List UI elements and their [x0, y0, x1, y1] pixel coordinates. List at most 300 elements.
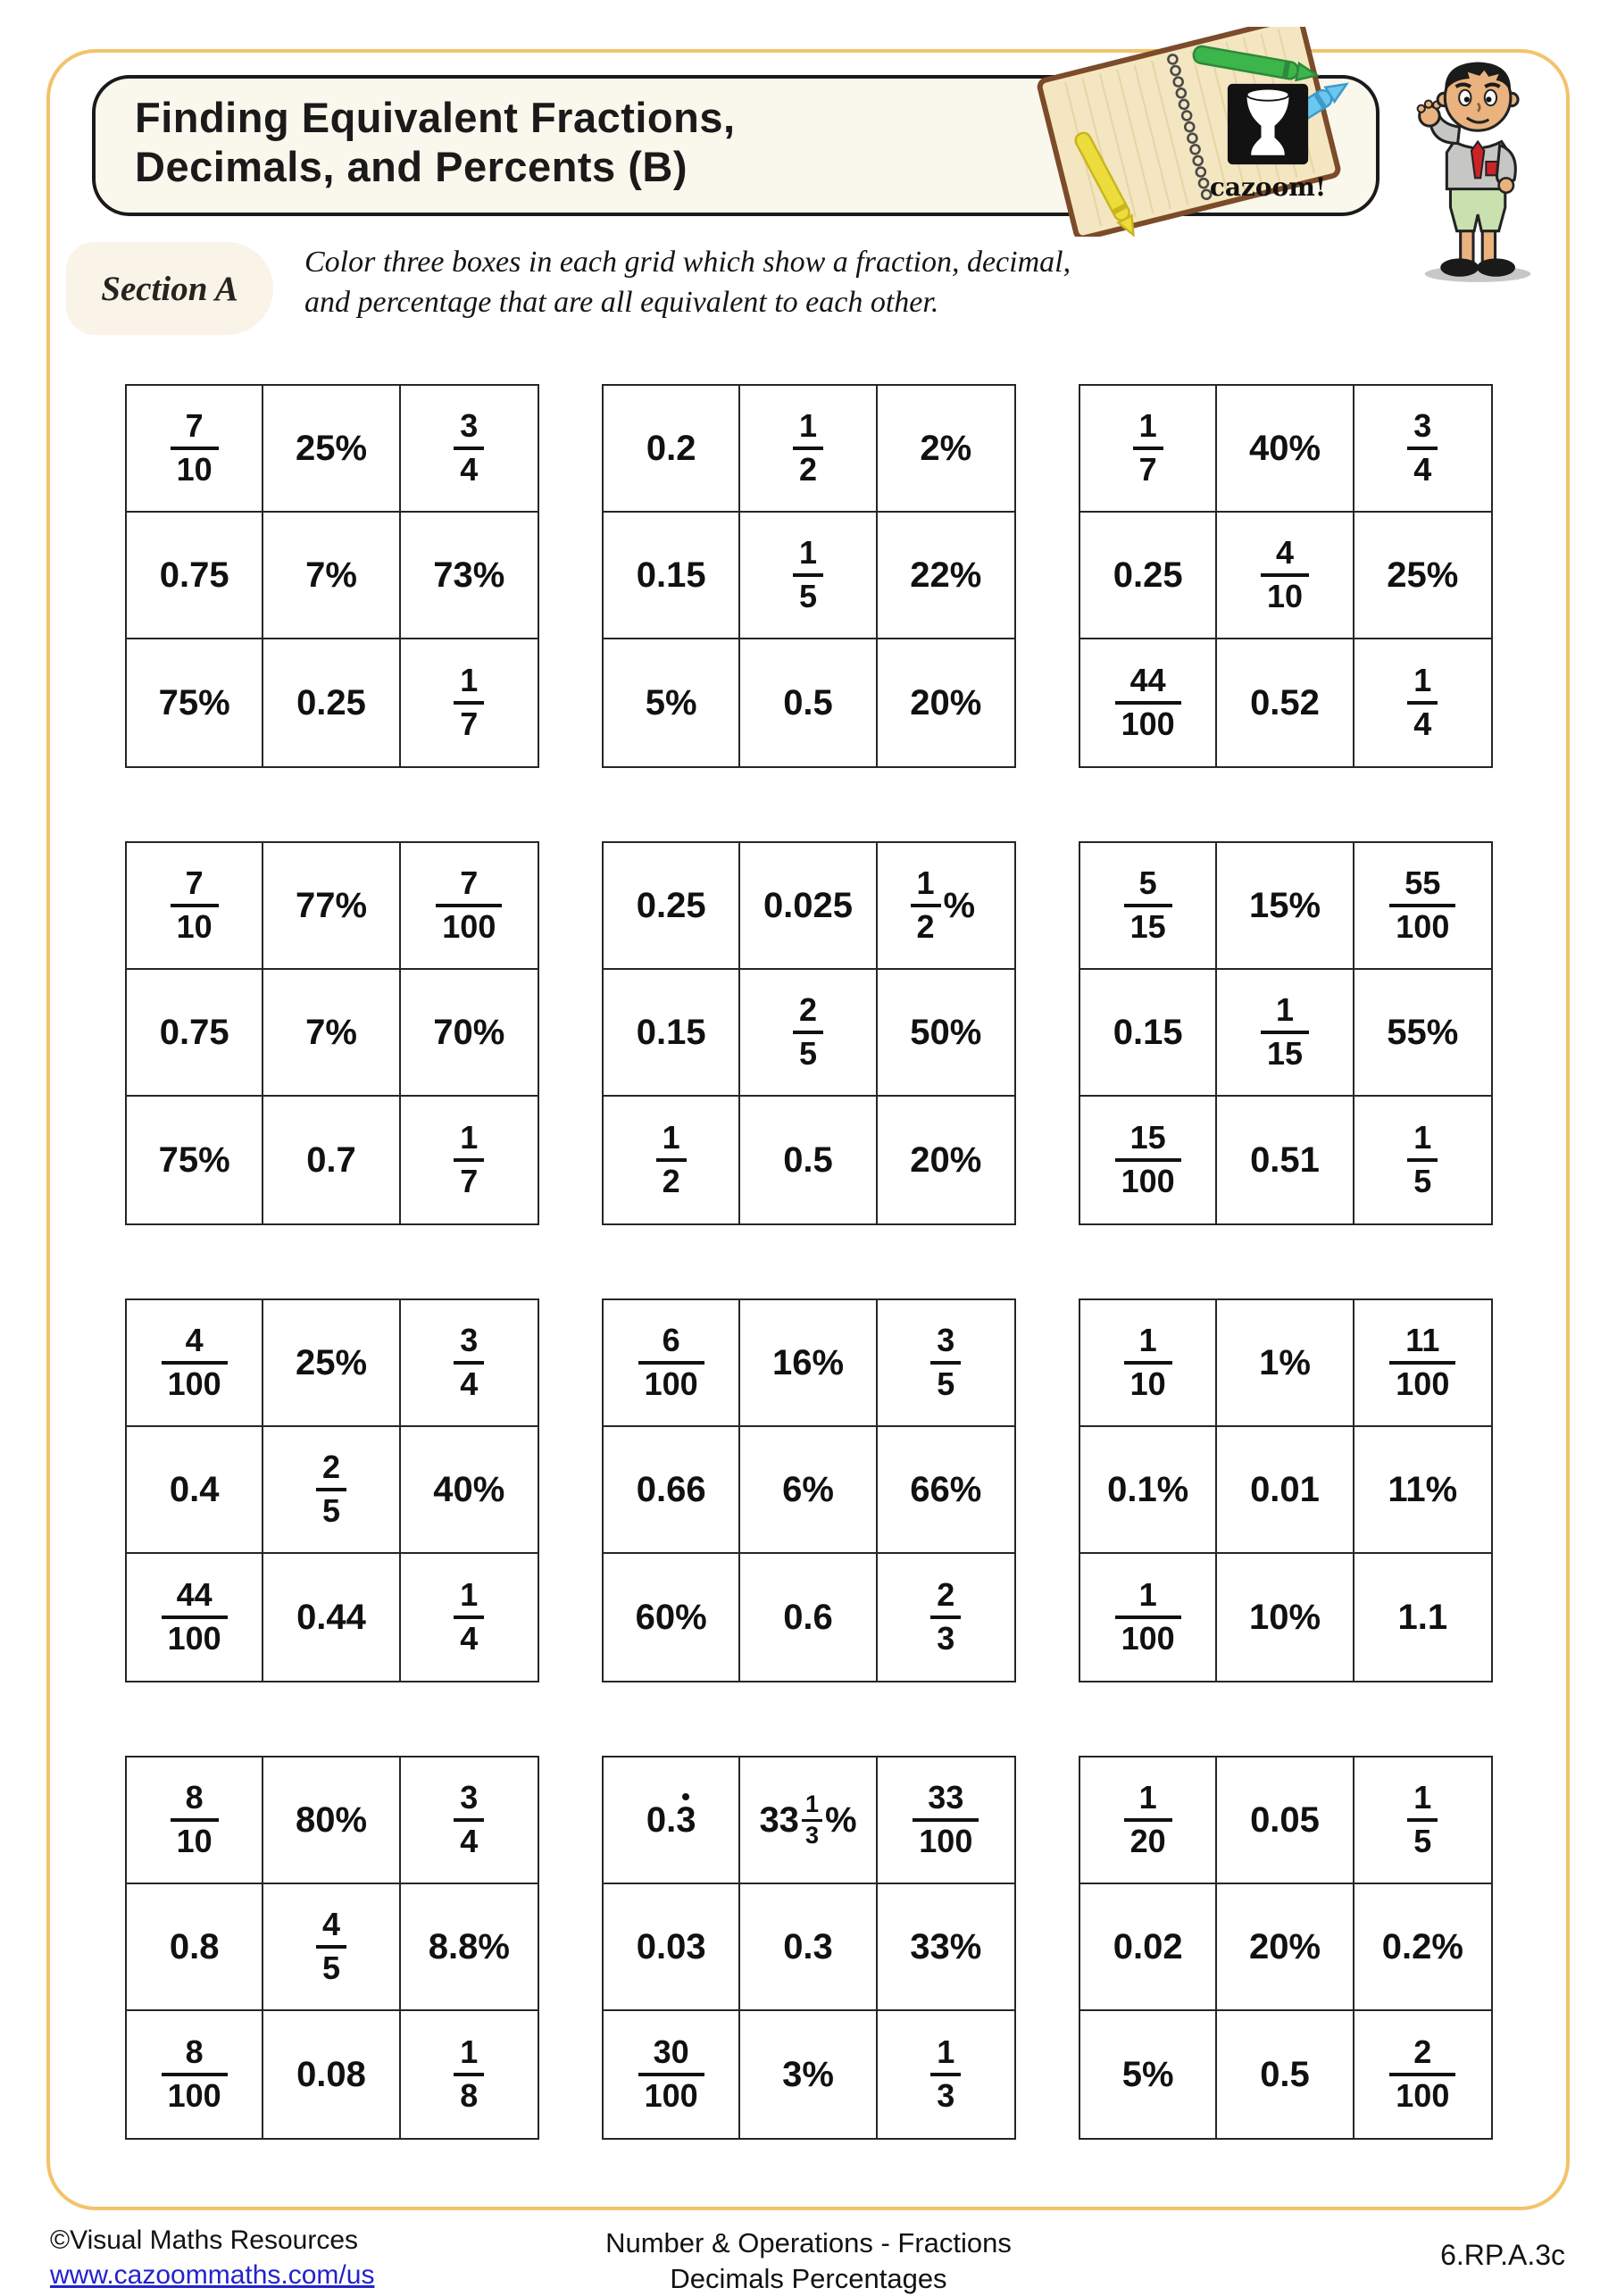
fraction-bar: [162, 1616, 228, 1619]
fraction-bar: [1407, 701, 1438, 705]
grid6-cell-r3c3[interactable]: [1354, 1097, 1491, 1223]
recurring-digit: 3: [676, 1799, 696, 1840]
fraction: [1396, 864, 1450, 945]
denominator: 100: [644, 2077, 698, 2114]
grid2-cell-r1c1[interactable]: [604, 386, 740, 513]
grid1-cell-r1c3[interactable]: [401, 386, 538, 513]
grid8-cell-r1c3[interactable]: [878, 1300, 1014, 1427]
numerator: 1: [460, 1576, 479, 1614]
cell-value: 0.25: [296, 682, 366, 722]
whole-number: 33: [759, 1799, 799, 1840]
fraction: [460, 1324, 478, 1400]
numerator: 1: [1138, 1322, 1157, 1359]
numerator: 5: [1138, 864, 1157, 902]
page-title: Finding Equivalent Fractions, Decimals, and Percents (B): [135, 94, 736, 190]
grid2-cell-r1c2[interactable]: [740, 386, 877, 513]
grid3-cell-r1c3[interactable]: [1354, 386, 1491, 513]
fraction-bar: [454, 447, 484, 450]
grid10-cell-r1c3[interactable]: [401, 1757, 538, 1884]
numerator: 11: [1405, 1322, 1440, 1359]
cell-value: 0.2: [646, 428, 696, 468]
grid1-cell-r2c1[interactable]: [127, 513, 263, 639]
grid12-cell-r2c2[interactable]: [1217, 1884, 1354, 2011]
denominator: 15: [1266, 1035, 1304, 1072]
denominator: 7: [460, 1163, 479, 1199]
cell-value: 0.25: [1113, 555, 1183, 595]
grid1-cell-r3c3[interactable]: [401, 639, 538, 766]
grid6-cell-r1c3[interactable]: [1354, 843, 1491, 970]
numerator: 1: [798, 407, 817, 445]
cell-value: 0.7: [306, 1140, 356, 1180]
fraction-bar: [454, 2073, 484, 2076]
numerator: 1: [460, 2033, 479, 2071]
grid12-cell-r3c3[interactable]: [1354, 2011, 1491, 2138]
fraction-bar: [454, 701, 484, 705]
grid-9: [1079, 1298, 1493, 1682]
denominator: 4: [1413, 451, 1432, 488]
grid2-cell-r3c3[interactable]: [878, 639, 1014, 766]
cell-value: 55%: [1387, 1012, 1459, 1052]
fraction: [442, 864, 496, 945]
cell-value: 66%: [910, 1469, 982, 1509]
grid5-cell-r3c3[interactable]: [878, 1097, 1014, 1223]
denominator: 7: [1138, 451, 1157, 488]
grid5-cell-r1c1[interactable]: [604, 843, 740, 970]
grid11-cell-r2c3[interactable]: [878, 1884, 1014, 2011]
numerator: 4: [185, 1322, 204, 1359]
fraction: [1129, 864, 1166, 945]
denominator: 100: [167, 2077, 221, 2114]
denominator: 5: [1413, 1823, 1432, 1859]
cell-value: 0.51: [1250, 1140, 1320, 1180]
cartoon-boy-waving-illustration: [1386, 39, 1561, 286]
cell-value: 0.75: [159, 1012, 229, 1052]
grid11-cell-r3c3[interactable]: [878, 2011, 1014, 2138]
grid4-cell-r3c3[interactable]: [401, 1097, 538, 1223]
percent-sign: %: [824, 1799, 857, 1840]
grid7-cell-r1c1[interactable]: [127, 1300, 263, 1427]
grid5-cell-r2c1[interactable]: [604, 970, 740, 1097]
fraction: [644, 2033, 698, 2114]
fraction: [168, 1324, 221, 1400]
grid9-cell-r2c3[interactable]: [1354, 1427, 1491, 1554]
cell-value: 0.025: [763, 885, 854, 925]
fraction-bar: [1389, 1361, 1455, 1365]
grid4-cell-r2c2[interactable]: [263, 970, 400, 1097]
fraction: [1121, 1119, 1175, 1199]
cell-value: 0.6: [783, 1597, 833, 1637]
fraction-bar: [930, 1361, 961, 1365]
cell-value: 25%: [295, 1342, 368, 1382]
cell-value: 0.02: [1113, 1926, 1183, 1966]
grid9-cell-r1c3[interactable]: [1354, 1300, 1491, 1427]
grid4-cell-r3c2[interactable]: [263, 1097, 400, 1223]
grid11-cell-r3c1[interactable]: [604, 2011, 740, 2138]
fraction-bar: [1261, 1031, 1309, 1034]
grid9-cell-r3c3[interactable]: [1354, 1554, 1491, 1681]
grid3-cell-r3c1[interactable]: [1080, 639, 1217, 766]
grid5-cell-r1c3[interactable]: [878, 843, 1014, 970]
numerator: 4: [321, 1906, 340, 1943]
cell-value: 16%: [771, 1342, 845, 1382]
fraction: [460, 1779, 479, 1859]
denominator: 3: [804, 1821, 819, 1849]
grid3-cell-r3c2[interactable]: [1217, 639, 1354, 766]
grid5-cell-r3c2[interactable]: [740, 1097, 877, 1223]
grid3-cell-r2c1[interactable]: [1080, 513, 1217, 639]
grid8-cell-r3c2[interactable]: [740, 1554, 877, 1681]
cell-value: 0.8: [169, 1926, 220, 1966]
fraction-bar: [454, 1158, 484, 1162]
numerator: 1: [1413, 1779, 1432, 1816]
denominator: 100: [1121, 1620, 1175, 1657]
fraction-bar: [793, 447, 823, 450]
cell-value: 0.2%: [1381, 1926, 1463, 1966]
fraction: [1413, 664, 1431, 740]
fraction: [916, 864, 935, 945]
denominator: 8: [460, 2077, 479, 2114]
numerator: 1: [1275, 991, 1294, 1029]
fraction: [167, 2033, 221, 2114]
grid10-cell-r2c2[interactable]: [263, 1884, 400, 2011]
grid8-cell-r2c2[interactable]: [740, 1427, 877, 1554]
numerator: 2: [937, 1576, 955, 1614]
grid4-cell-r3c1[interactable]: [127, 1097, 263, 1223]
grid2-cell-r1c3[interactable]: [878, 386, 1014, 513]
fraction: [1396, 2033, 1450, 2114]
grid6-cell-r1c1[interactable]: [1080, 843, 1217, 970]
grid-5: [602, 841, 1016, 1225]
grid5-cell-r2c2[interactable]: [740, 970, 877, 1097]
numerator: 7: [460, 864, 479, 902]
fraction-bar: [793, 1031, 823, 1034]
grid4-cell-r2c1[interactable]: [127, 970, 263, 1097]
numerator: 8: [185, 2033, 204, 2071]
numerator: 2: [321, 1449, 340, 1486]
numerator: 3: [1413, 407, 1432, 445]
grid1-cell-r1c2[interactable]: [263, 386, 400, 513]
grid10-cell-r3c1[interactable]: [127, 2011, 263, 2138]
grid7-cell-r2c1[interactable]: [127, 1427, 263, 1554]
fraction-bar: [436, 904, 502, 907]
grid6-cell-r2c1[interactable]: [1080, 970, 1217, 1097]
cell-value: 0.15: [636, 1012, 706, 1052]
grid6-cell-r3c2[interactable]: [1217, 1097, 1354, 1223]
cell-value: 15%: [1248, 885, 1321, 925]
denominator: 100: [1121, 1163, 1175, 1199]
denominator: 15: [1129, 908, 1166, 945]
fraction: [1129, 1779, 1166, 1859]
fraction-bar: [638, 1361, 704, 1365]
cazoom-website-link[interactable]: www.cazoommaths.com/us: [50, 2260, 375, 2290]
grid1-cell-r2c2[interactable]: [263, 513, 400, 639]
cell-value: 7%: [305, 1012, 357, 1052]
fraction: [460, 1119, 479, 1199]
grid7-cell-r2c3[interactable]: [401, 1427, 538, 1554]
grid2-cell-r3c2[interactable]: [740, 639, 877, 766]
grid8-cell-r2c1[interactable]: [604, 1427, 740, 1554]
fraction-bar: [1115, 1158, 1181, 1162]
grid2-cell-r2c3[interactable]: [878, 513, 1014, 639]
grid10-cell-r3c2[interactable]: [263, 2011, 400, 2138]
denominator: 100: [442, 908, 496, 945]
fraction-bar: [638, 2073, 704, 2076]
fraction: [937, 1576, 955, 1657]
fraction-bar: [930, 2073, 961, 2076]
cell-value: 40%: [433, 1469, 505, 1509]
grid11-cell-r2c1[interactable]: [604, 1884, 740, 2011]
grid3-cell-r1c2[interactable]: [1217, 386, 1354, 513]
fraction: [937, 2033, 955, 2114]
numerator: 1: [1138, 1779, 1157, 1816]
fraction-bar: [911, 904, 941, 907]
grid10-cell-r1c1[interactable]: [127, 1757, 263, 1884]
denominator: 10: [1266, 578, 1304, 614]
standard-code: 6.RP.A.3c: [1440, 2239, 1565, 2271]
grid6-cell-r3c1[interactable]: [1080, 1097, 1217, 1223]
denominator: 20: [1129, 1823, 1166, 1859]
denominator: 5: [321, 1950, 340, 1986]
numerator: 4: [1275, 534, 1294, 572]
cell-value: 0.03: [636, 1926, 706, 1966]
recurring-decimal: 0.3: [646, 1799, 696, 1840]
grid-4: [125, 841, 539, 1225]
grid9-cell-r1c1[interactable]: [1080, 1300, 1217, 1427]
fraction: [167, 1576, 221, 1657]
grid7-cell-r3c1[interactable]: [127, 1554, 263, 1681]
topic-line-1: Number & Operations - Fractions: [605, 2227, 1012, 2258]
fraction: [1266, 534, 1304, 614]
fraction: [1138, 407, 1157, 488]
denominator: 5: [937, 1365, 955, 1402]
grid8-cell-r3c1[interactable]: [604, 1554, 740, 1681]
grid4-cell-r1c2[interactable]: [263, 843, 400, 970]
grid7-cell-r2c2[interactable]: [263, 1427, 400, 1554]
grid11-cell-r1c1[interactable]: [604, 1757, 740, 1884]
fraction: [1121, 1576, 1175, 1657]
cell-value: 3%: [782, 2054, 834, 2094]
grid2-cell-r2c1[interactable]: [604, 513, 740, 639]
numerator: 7: [185, 407, 204, 445]
grid1-cell-r3c1[interactable]: [127, 639, 263, 766]
cell-value: 33%: [910, 1926, 982, 1966]
footer-topic: [0, 2225, 1617, 2296]
denominator: 5: [1413, 1163, 1432, 1199]
cazoom-logo: [1196, 82, 1339, 202]
grid3-cell-r2c3[interactable]: [1354, 513, 1491, 639]
grid4-cell-r1c1[interactable]: [127, 843, 263, 970]
denominator: 100: [919, 1823, 973, 1859]
grid9-cell-r2c1[interactable]: [1080, 1427, 1217, 1554]
fraction: [460, 407, 479, 488]
fraction-bar: [454, 1361, 484, 1365]
grid6-cell-r2c2[interactable]: [1217, 970, 1354, 1097]
grid3-cell-r3c3[interactable]: [1354, 639, 1491, 766]
denominator: 100: [1396, 1365, 1450, 1402]
fraction-bar: [1133, 447, 1163, 450]
fraction-bar: [1407, 1818, 1438, 1822]
grid11-cell-r1c2[interactable]: [740, 1757, 877, 1884]
fraction-bar: [930, 1616, 961, 1619]
cell-value: 70%: [433, 1012, 505, 1052]
grid12-cell-r1c2[interactable]: [1217, 1757, 1354, 1884]
fraction: [460, 2033, 479, 2114]
grid10-cell-r2c3[interactable]: [401, 1884, 538, 2011]
cell-value: 20%: [910, 1140, 982, 1180]
fraction-bar: [454, 1616, 484, 1619]
fraction: [1266, 991, 1304, 1072]
numerator: 3: [460, 1779, 479, 1816]
fraction: [1413, 407, 1432, 488]
grid10-cell-r3c3[interactable]: [401, 2011, 538, 2138]
grid12-cell-r1c1[interactable]: [1080, 1757, 1217, 1884]
cell-value: 6%: [782, 1469, 834, 1509]
denominator: 4: [1413, 705, 1432, 742]
grid9-cell-r1c2[interactable]: [1217, 1300, 1354, 1427]
cell-value: 20%: [1248, 1926, 1321, 1966]
denominator: 7: [460, 705, 479, 742]
grid-6: [1079, 841, 1493, 1225]
denominator: 100: [167, 1365, 221, 1402]
numerator: 1: [1413, 1119, 1432, 1156]
denominator: 4: [460, 1620, 479, 1657]
fraction: [798, 534, 817, 614]
denominator: 5: [321, 1492, 340, 1529]
grid8-cell-r3c3[interactable]: [878, 1554, 1014, 1681]
grid1-cell-r3c2[interactable]: [263, 639, 400, 766]
denominator: 3: [937, 2077, 955, 2114]
fraction: [176, 407, 213, 488]
grid11-cell-r1c3[interactable]: [878, 1757, 1014, 1884]
fraction-bar: [162, 1361, 228, 1365]
grid1-cell-r1c1[interactable]: [127, 386, 263, 513]
grid3-cell-r1c1[interactable]: [1080, 386, 1217, 513]
grid-1: [125, 384, 539, 768]
grid9-cell-r3c1[interactable]: [1080, 1554, 1217, 1681]
grid2-cell-r3c1[interactable]: [604, 639, 740, 766]
cell-value: 0.08: [296, 2054, 366, 2094]
cell-value: 8.8%: [428, 1926, 510, 1966]
numerator: 44: [176, 1576, 213, 1614]
grid7-cell-r1c2[interactable]: [263, 1300, 400, 1427]
cell-value: 80%: [295, 1799, 368, 1840]
cell-value: 2%: [920, 428, 972, 468]
cell-value: 50%: [910, 1012, 982, 1052]
grid7-cell-r1c3[interactable]: [401, 1300, 538, 1427]
numerator: 1: [1413, 662, 1432, 699]
grid5-cell-r2c3[interactable]: [878, 970, 1014, 1097]
cazoom-drum-icon: [1226, 82, 1310, 166]
grid10-cell-r2c1[interactable]: [127, 1884, 263, 2011]
grid12-cell-r2c3[interactable]: [1354, 1884, 1491, 2011]
grid12-cell-r3c1[interactable]: [1080, 2011, 1217, 2138]
cell-value: 5%: [1121, 2054, 1174, 2094]
numerator: 1: [937, 2033, 955, 2071]
fraction: [645, 1324, 698, 1400]
grid-3: [1079, 384, 1493, 768]
grid8-cell-r1c2[interactable]: [740, 1300, 877, 1427]
grid6-cell-r1c2[interactable]: [1217, 843, 1354, 970]
fraction-bar: [1124, 904, 1172, 907]
cell-value: 0.3: [783, 1926, 833, 1966]
denominator: 4: [460, 451, 479, 488]
grid12-cell-r3c2[interactable]: [1217, 2011, 1354, 2138]
grid9-cell-r2c2[interactable]: [1217, 1427, 1354, 1554]
denominator: 4: [460, 1823, 479, 1859]
grid12-cell-r1c3[interactable]: [1354, 1757, 1491, 1884]
grid-2: [602, 384, 1016, 768]
grid-8: [602, 1298, 1016, 1682]
grid8-cell-r2c3[interactable]: [878, 1427, 1014, 1554]
grid11-cell-r3c2[interactable]: [740, 2011, 877, 2138]
fraction: [937, 1324, 954, 1400]
grid4-cell-r1c3[interactable]: [401, 843, 538, 970]
numerator: 7: [185, 864, 204, 902]
numerator: 1: [1138, 1576, 1157, 1614]
fraction: [798, 407, 817, 488]
fraction-bar: [171, 1818, 219, 1822]
denominator: 2: [662, 1163, 680, 1199]
grid6-cell-r2c3[interactable]: [1354, 970, 1491, 1097]
fraction-bar: [1124, 1361, 1172, 1365]
denominator: 5: [798, 1035, 817, 1072]
numerator: 8: [185, 1779, 204, 1816]
cell-value: 40%: [1248, 428, 1321, 468]
percent-sign: %: [943, 885, 976, 925]
grid5-cell-r3c1[interactable]: [604, 1097, 740, 1223]
denominator: 10: [176, 451, 213, 488]
fraction: [1413, 1779, 1432, 1859]
fraction: [662, 1119, 680, 1199]
fraction-bar: [316, 1488, 346, 1491]
denominator: 10: [176, 1823, 213, 1859]
grid8-cell-r1c1[interactable]: [604, 1300, 740, 1427]
fraction-percent: [916, 864, 976, 945]
grid1-cell-r2c3[interactable]: [401, 513, 538, 639]
grid7-cell-r3c3[interactable]: [401, 1554, 538, 1681]
cell-value: 60%: [635, 1597, 707, 1637]
cell-value: 0.01: [1250, 1469, 1320, 1509]
grid3-cell-r2c2[interactable]: [1217, 513, 1354, 639]
fraction-bar: [1407, 447, 1438, 450]
cell-value: 73%: [433, 555, 505, 595]
mixed-number-percent: [759, 1792, 856, 1848]
grid2-cell-r2c2[interactable]: [740, 513, 877, 639]
denominator: 10: [1129, 1365, 1166, 1402]
cell-value: 0.44: [296, 1597, 366, 1637]
denominator: 3: [937, 1620, 955, 1657]
denominator: 100: [1396, 908, 1450, 945]
grid9-cell-r3c2[interactable]: [1217, 1554, 1354, 1681]
grid7-cell-r3c2[interactable]: [263, 1554, 400, 1681]
numerator: 3: [460, 407, 479, 445]
cell-value: 77%: [295, 885, 368, 925]
cell-value: 25%: [1387, 555, 1459, 595]
cell-value: 0.1%: [1107, 1469, 1189, 1509]
fraction-bar: [1124, 1818, 1172, 1822]
fraction: [919, 1779, 973, 1859]
cell-value: 22%: [910, 555, 982, 595]
cell-value: 75%: [158, 1140, 230, 1180]
cell-value: 1.1: [1397, 1597, 1448, 1637]
grid12-cell-r2c1[interactable]: [1080, 1884, 1217, 2011]
grid5-cell-r1c2[interactable]: [740, 843, 877, 970]
numerator: 55: [1404, 864, 1441, 902]
grid11-cell-r2c2[interactable]: [740, 1884, 877, 2011]
fraction-bar: [1389, 2073, 1455, 2076]
grid4-cell-r2c3[interactable]: [401, 970, 538, 1097]
grid10-cell-r1c2[interactable]: [263, 1757, 400, 1884]
